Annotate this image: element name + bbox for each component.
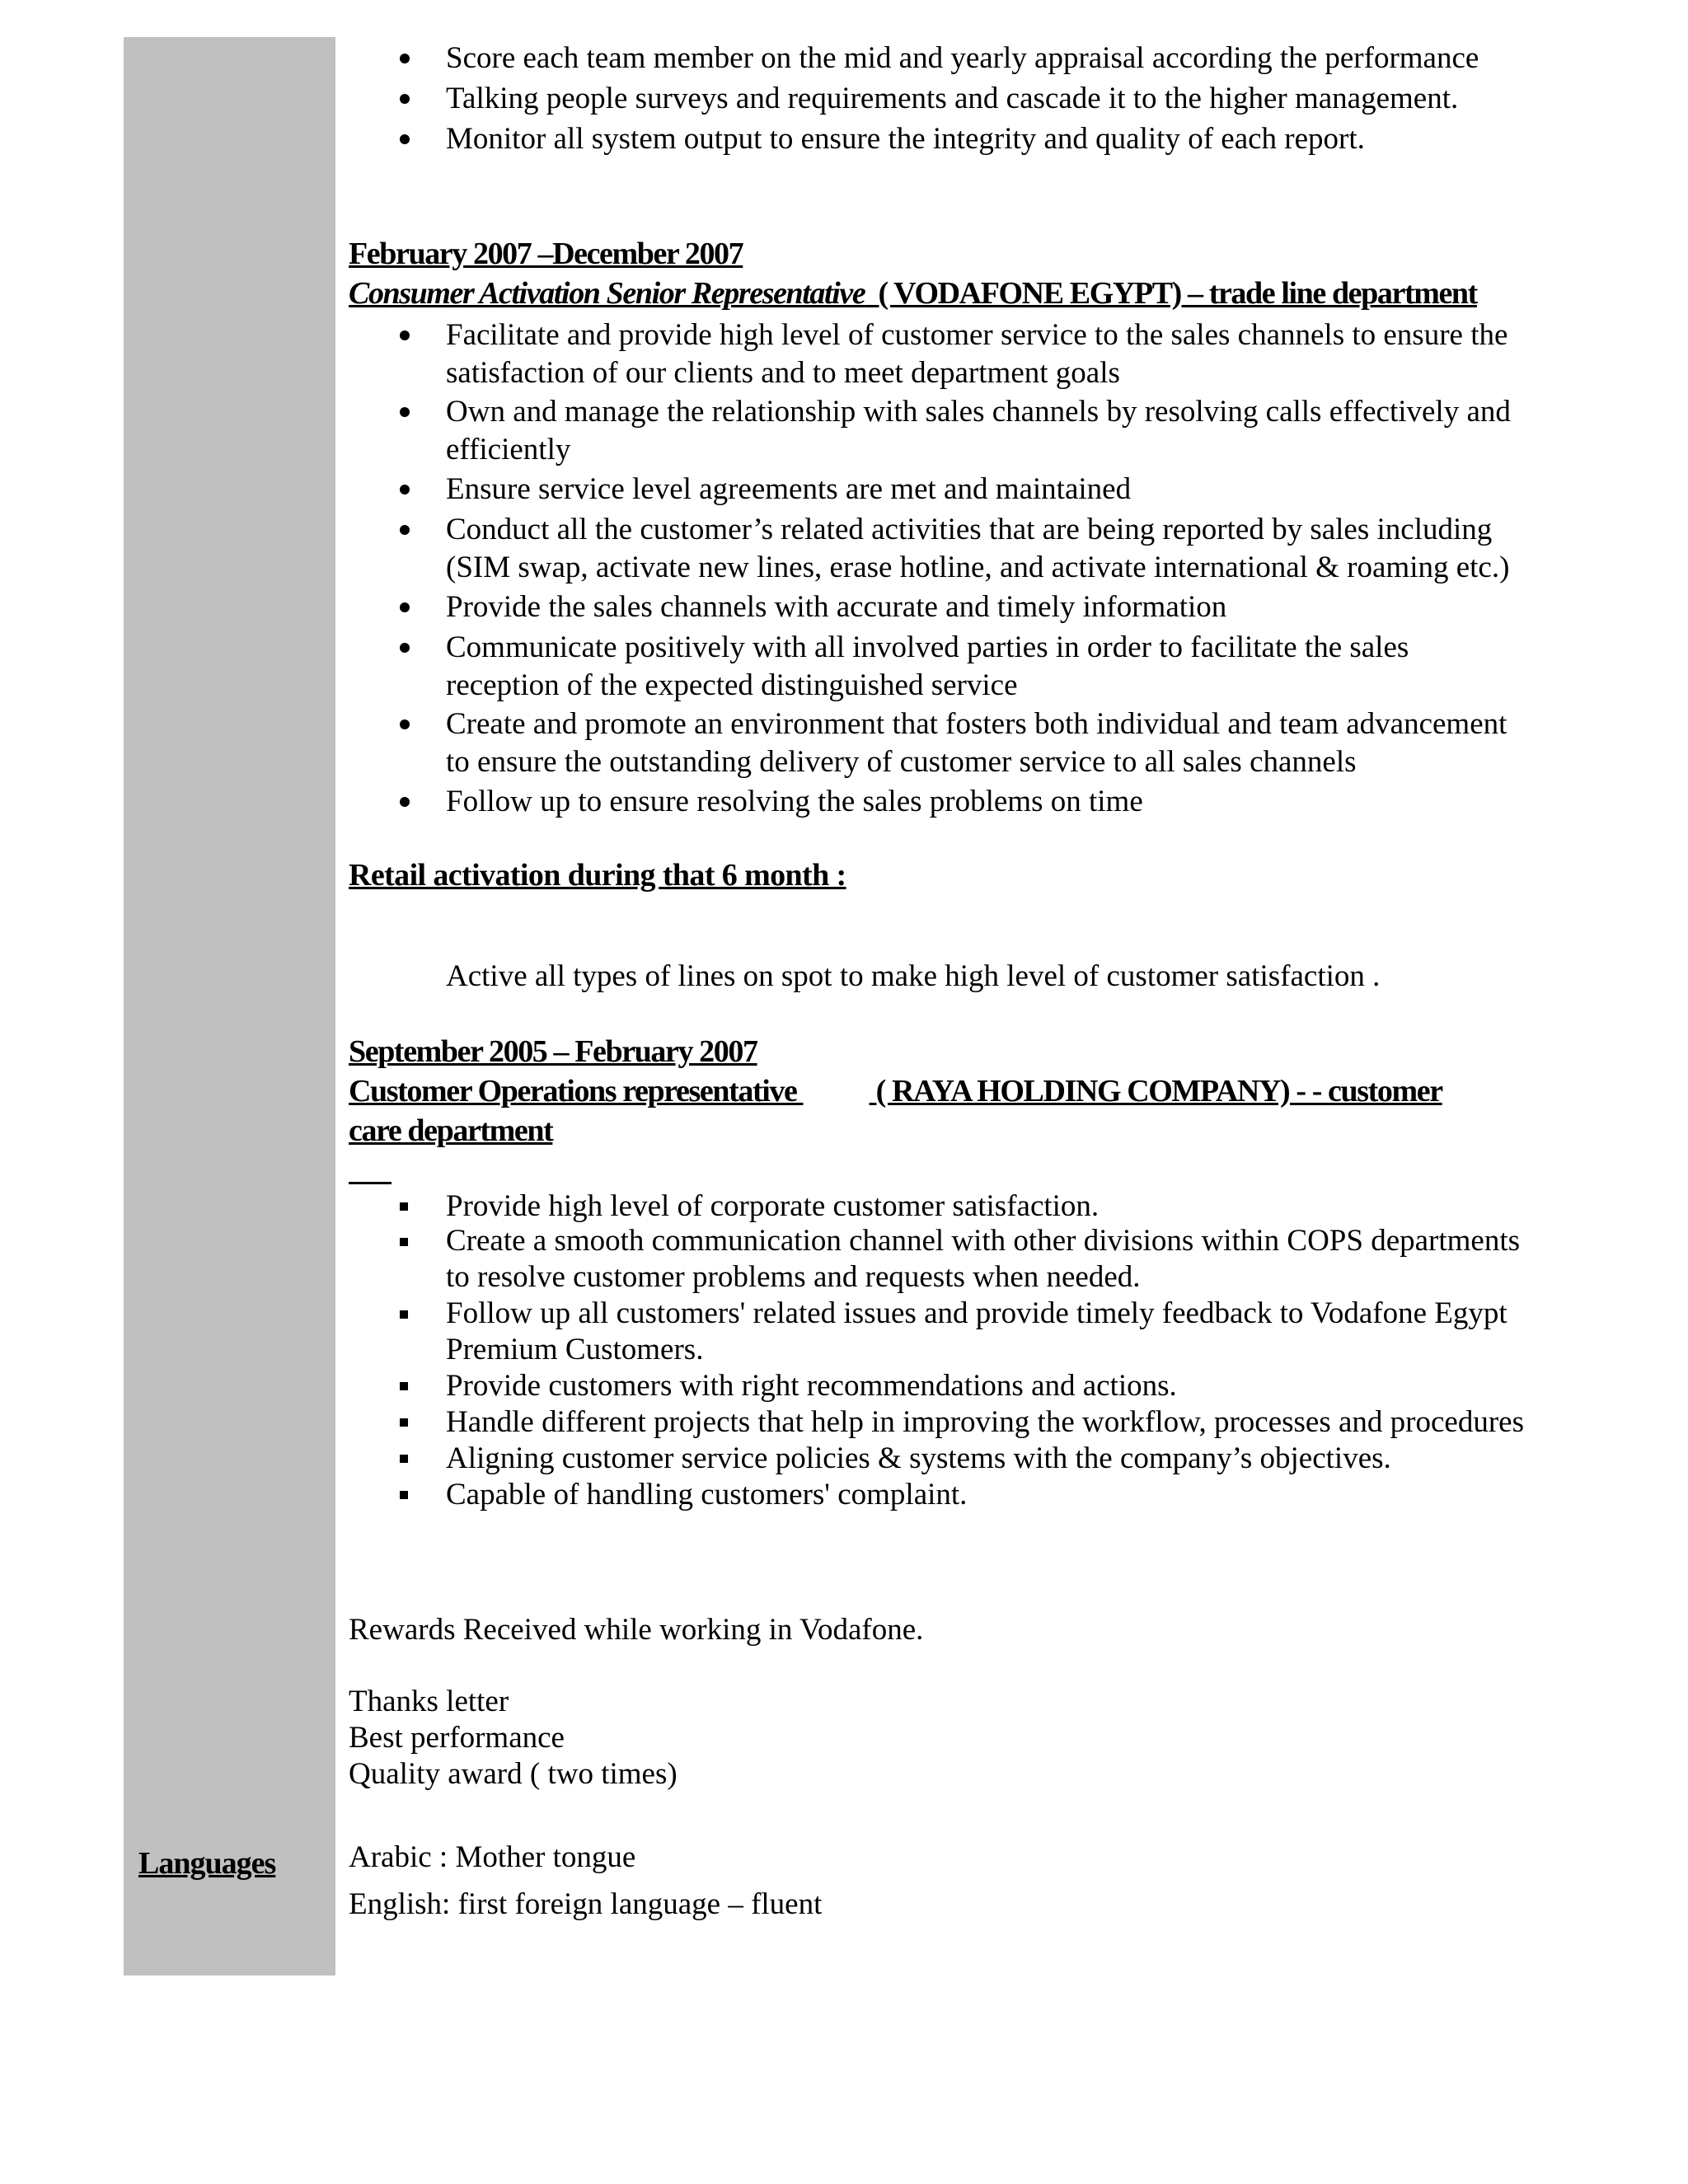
list-item: Create a smooth communication channel with other divisions within COPS departments to resolve customer problems and requests when needed. [446,1224,1521,1294]
retail-text: Active all types of lines on spot to make high level of customer satisfaction . [446,959,1381,993]
list-item: Monitor all system output to ensure the integrity and quality of each report. [446,120,1365,158]
list-item: Communicate positively with all involved parties in order to facilitate the sales reception of the expected distinguished service [446,629,1409,705]
language-item: Arabic : Mother tongue [349,1840,636,1874]
divider [349,1182,392,1184]
list-item: Follow up all customers' related issues and provide timely feedback to Vodafone Egypt Premium Customers. [446,1296,1507,1366]
list-item: Own and manage the relationship with sales channels by resolving calls effectively and efficiently [446,393,1511,469]
list-item: Create and promote an environment that fosters both individual and team advancement to ensure the outstanding delivery of customer service to all sales channels [446,705,1507,781]
list-item: Conduct all the customer’s related activities that are being reported by sales including (SIM swap, activate new lines, erase hotline, and activate international & roaming etc.) [446,511,1509,587]
language-item: English: first foreign language – fluent [349,1887,823,1921]
job1-company: ( VODAFONE EGYPT) – trade line department [878,276,1477,311]
reward-item: Best performance [349,1721,565,1755]
job2-company: ( RAYA HOLDING COMPANY) - - customer [875,1074,1442,1108]
job2-title-line [349,1073,1531,1109]
languages-section-label: Languages [138,1846,276,1881]
list-item: Score each team member on the mid and yearly appraisal according the performance [446,40,1479,77]
list-item: Capable of handling customers' complaint. [446,1476,967,1514]
job1-title-line [349,275,1477,312]
list-item: Provide customers with right recommendations and actions. [446,1367,1177,1405]
sidebar-panel [124,37,335,1975]
job2-title-continued: care department [349,1113,553,1148]
reward-item: Quality award ( two times) [349,1757,678,1791]
reward-item: Thanks letter [349,1685,509,1718]
retail-heading: Retail activation during that 6 month : [349,858,846,893]
list-item: Aligning customer service policies & systems with the company’s objectives. [446,1440,1391,1478]
list-item: Follow up to ensure resolving the sales problems on time [446,783,1143,821]
list-item: Ensure service level agreements are met and maintained [446,471,1131,509]
list-item: Talking people surveys and requirements and cascade it to the higher management. [446,80,1458,118]
list-item: Provide the sales channels with accurate and timely information [446,588,1226,626]
rewards-heading: Rewards Received while working in Vodafone. [349,1613,924,1647]
job2-dates: September 2005 – February 2007 [349,1034,757,1069]
job1-dates: February 2007 –December 2007 [349,237,743,271]
job1-title: Consumer Activation Senior Representative [349,276,865,311]
list-item: Handle different projects that help in improving the workflow, processes and procedures [446,1404,1524,1441]
job2-title: Customer Operations representative [349,1074,797,1108]
list-item: Provide high level of corporate customer satisfaction. [446,1188,1099,1226]
list-item: Facilitate and provide high level of customer service to the sales channels to ensure the satisfaction of our clients and to meet department goals [446,316,1507,392]
